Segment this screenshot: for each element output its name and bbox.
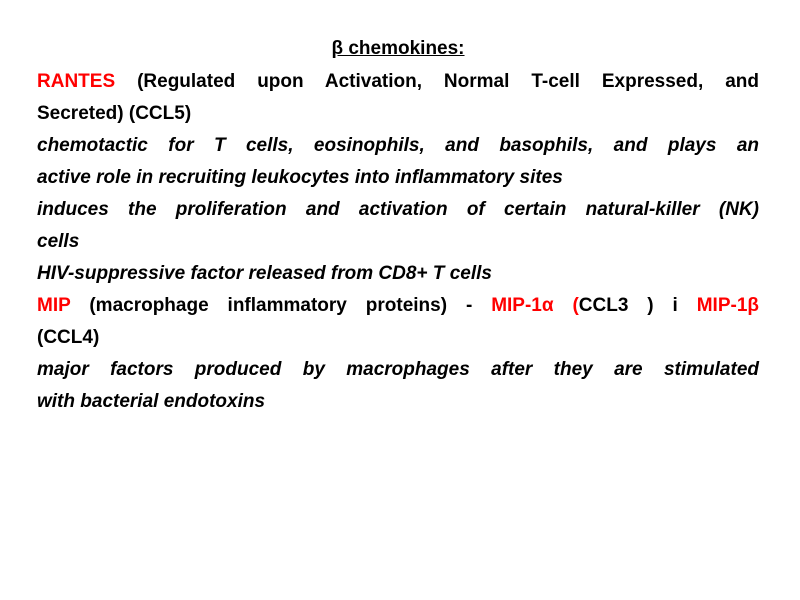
rantes-line-1: [37, 66, 759, 98]
mip-expansion: (macrophage inflammatory proteins) -: [70, 295, 492, 316]
slide-title: β chemokines:: [331, 38, 465, 59]
mip-name: MIP: [37, 295, 71, 316]
rantes-desc-line-2: active role in recruiting leukocytes into inflammatory sites: [37, 167, 563, 188]
rantes-desc-line-1: chemotactic for T cells, eosinophils, and basophils, and plays an: [37, 135, 759, 156]
ccl3-label: CCL3 ) i: [578, 295, 697, 316]
hiv-desc-line: HIV-suppressive factor released from CD8+ T cells: [37, 263, 492, 284]
rantes-line-2: Secreted) (CCL5): [37, 103, 192, 124]
rantes-name: RANTES: [37, 71, 116, 92]
mip-paren-open: (: [553, 295, 579, 316]
mip-line-1: [37, 290, 759, 322]
rantes-expansion: (Regulated upon Activation, Normal T-cell Expressed, and: [115, 71, 759, 92]
mip-desc-line-1: major factors produced by macrophages after they are stimulated: [37, 359, 759, 380]
mip-desc-line-2: with bacterial endotoxins: [37, 391, 266, 412]
nk-desc-line-1: induces the proliferation and activation of certain natural-killer (NK): [37, 199, 759, 220]
mip-1-beta: MIP-1β: [696, 295, 759, 316]
mip-line-2: (CCL4): [37, 327, 100, 348]
mip-1-alpha: MIP-1α: [491, 295, 554, 316]
slide-content: [37, 36, 759, 418]
nk-desc-line-2: cells: [37, 231, 80, 252]
